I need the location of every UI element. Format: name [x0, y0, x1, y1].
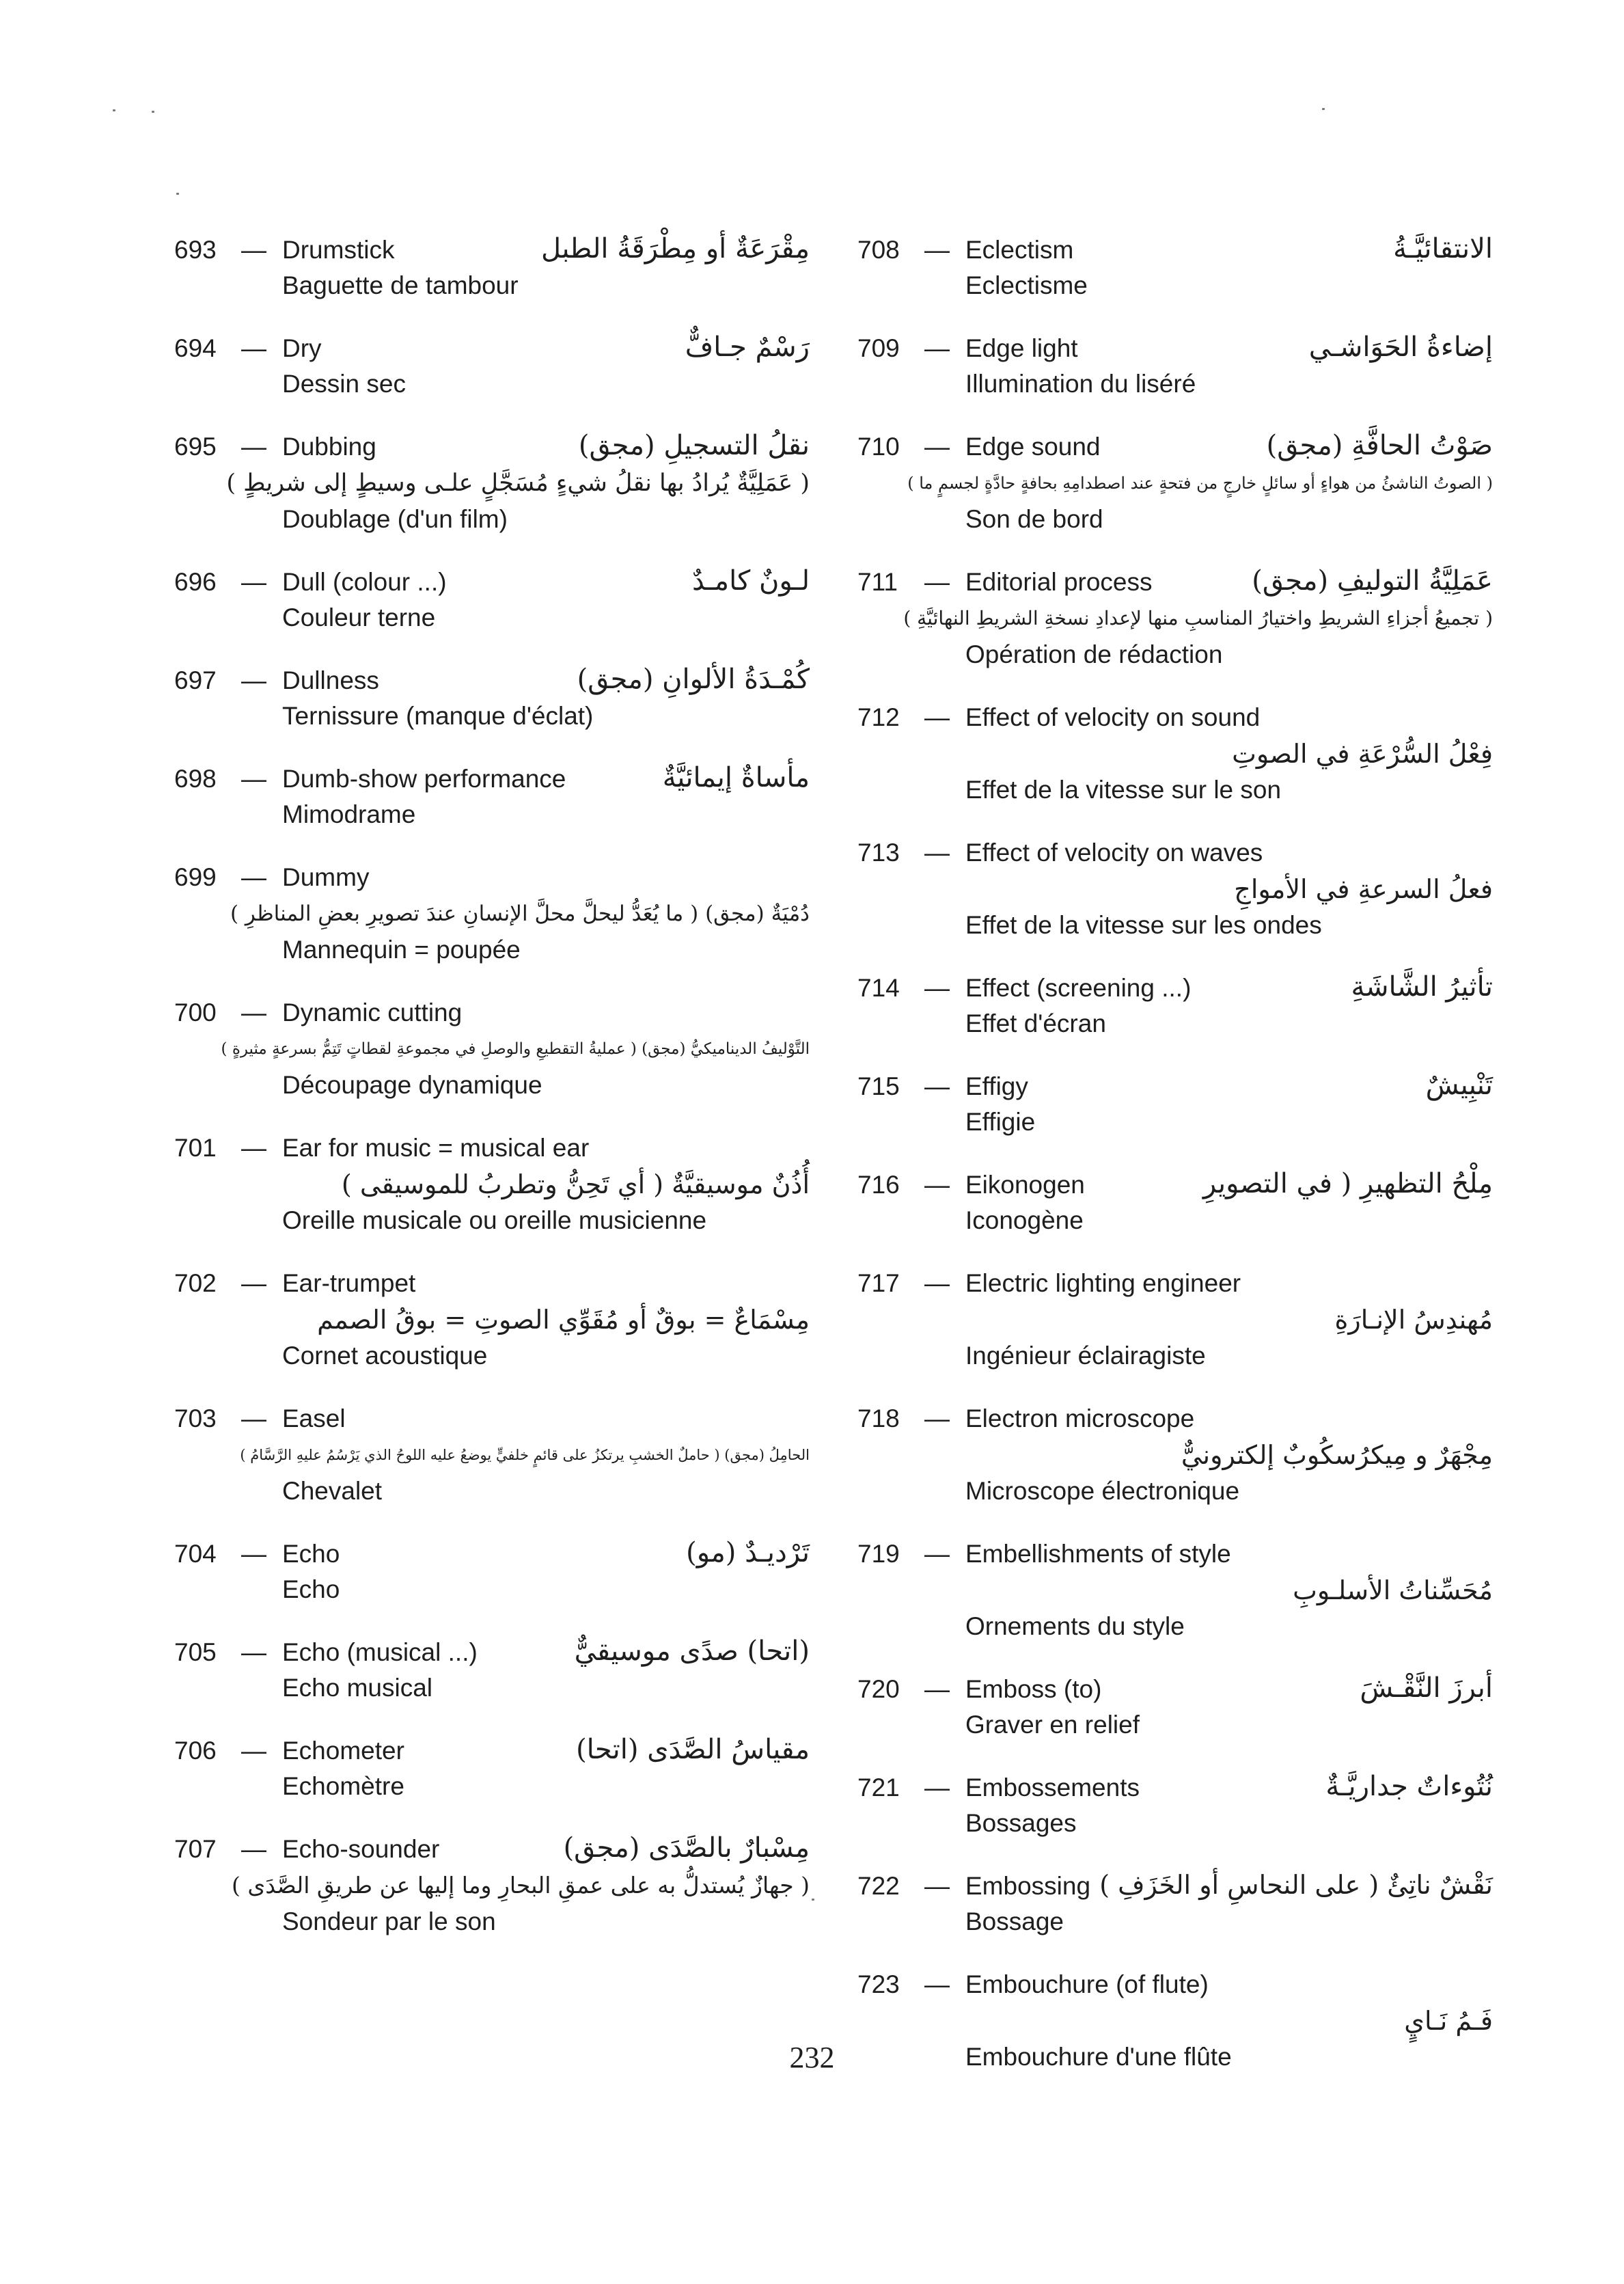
english-term: Effect of velocity on waves	[965, 839, 1263, 867]
french-term: Iconogène	[965, 1206, 1084, 1234]
french-term: Son de bord	[965, 505, 1103, 533]
dictionary-entry	[174, 860, 810, 968]
english-term: Dummy	[282, 863, 370, 891]
arabic-term: نقلُ التسجيلِ (مجق)	[578, 430, 810, 461]
entry-number: 698	[174, 765, 217, 793]
arabic-definition: فِعْلُ السُّرْعَةِ في الصوتِ	[1232, 739, 1493, 769]
entry-number: 703	[174, 1404, 217, 1432]
entry-head	[174, 1733, 810, 1769]
english-term: Easel	[282, 1404, 346, 1432]
english-term: Eikonogen	[965, 1171, 1085, 1199]
entry-number: 696	[174, 568, 217, 596]
entry-head	[174, 761, 810, 797]
entry-number: 720	[857, 1675, 900, 1703]
english-term: Embossements	[965, 1773, 1140, 1802]
french-term: Eclectisme	[965, 271, 1088, 299]
arabic-term: مقياسُ الصَّدَى (اتحا)	[576, 1734, 810, 1765]
entry-head	[174, 565, 810, 600]
arabic-term: مأساةٌ إيمائيَّةٌ	[662, 762, 810, 793]
english-term: Edge light	[965, 334, 1078, 362]
entry-head	[174, 663, 810, 698]
french-term: Cornet acoustique	[282, 1342, 488, 1370]
dictionary-entry	[857, 232, 1493, 303]
entry-dash: —	[241, 236, 266, 264]
entry-head	[174, 995, 810, 1031]
entry-head	[857, 232, 1493, 268]
english-term: Eclectism	[965, 236, 1074, 264]
entry-head	[174, 429, 810, 465]
dictionary-entry	[857, 1167, 1493, 1238]
english-term: Effect (screening ...)	[965, 974, 1192, 1002]
right-column	[857, 232, 1493, 2102]
dictionary-entry	[857, 1868, 1493, 1940]
entry-head	[857, 1770, 1493, 1806]
dictionary-entry	[174, 663, 810, 734]
arabic-definition: الحامِلُ (مجق) ( حاملٌ الخشبِ يرتكزُ على قائمٍ خلفيٍّ يوضعُ عليه اللوحُ الذي يَرْسُمُ عليهِ الرَّسَّامُ )	[240, 1447, 810, 1463]
entry-number: 699	[174, 863, 217, 891]
entry-dash: —	[924, 1171, 950, 1199]
entry-head	[174, 1266, 810, 1301]
english-term: Embellishments of style	[965, 1540, 1231, 1568]
french-term: Graver en relief	[965, 1711, 1140, 1739]
entry-number: 705	[174, 1638, 217, 1666]
dictionary-entry	[174, 565, 810, 636]
entry-number: 693	[174, 236, 217, 264]
entry-dash: —	[241, 1835, 266, 1863]
dictionary-entry	[857, 1536, 1493, 1644]
entry-head	[857, 565, 1493, 600]
entry-number: 706	[174, 1737, 217, 1765]
arabic-term: مِسْبارٌ بالصَّدَى (مجق)	[563, 1832, 810, 1864]
dictionary-entry	[174, 1536, 810, 1607]
english-term: Echo	[282, 1540, 340, 1568]
entry-dash: —	[241, 334, 266, 362]
english-term: Effigy	[965, 1072, 1028, 1100]
french-term: Effet de la vitesse sur les ondes	[965, 911, 1322, 939]
arabic-term: لـونٌ كامـدٌ	[691, 565, 810, 597]
entry-number: 713	[857, 839, 900, 867]
entry-dash: —	[241, 1737, 266, 1765]
left-column	[174, 232, 810, 1967]
arabic-term: صَوْتُ الحافَّةِ (مجق)	[1266, 430, 1493, 461]
entry-dash: —	[924, 334, 950, 362]
entry-dash: —	[241, 568, 266, 596]
dictionary-entry	[174, 761, 810, 832]
entry-dash: —	[924, 236, 950, 264]
arabic-definition: ( جهازٌ يُستدلُّ به على عمقِ البحارِ وما إليها عن طريقِ الصَّدَى )	[232, 1872, 810, 1899]
entry-head	[857, 835, 1493, 871]
english-term: Echo (musical ...)	[282, 1638, 478, 1666]
english-term: Ear-trumpet	[282, 1269, 416, 1297]
dictionary-entry	[857, 1672, 1493, 1743]
english-term: Echo-sounder	[282, 1835, 440, 1863]
scan-speck	[1322, 108, 1325, 110]
entry-head	[174, 1401, 810, 1437]
dictionary-entry	[174, 1832, 810, 1940]
entry-head	[857, 1868, 1493, 1904]
scan-speck	[176, 193, 179, 195]
dictionary-entry	[857, 1401, 1493, 1509]
entry-number: 714	[857, 974, 900, 1002]
english-term: Embossing	[965, 1872, 1091, 1900]
dictionary-entry	[174, 429, 810, 537]
arabic-definition: فَـمُ نَـايٍ	[1404, 2006, 1493, 2036]
arabic-term: عَمَلِيَّةُ التوليفِ (مجق)	[1252, 565, 1493, 597]
english-term: Emboss (to)	[965, 1675, 1102, 1703]
arabic-term: نُتُوءاتٌ جداريَّـةٌ	[1325, 1771, 1493, 1802]
entry-head	[857, 1401, 1493, 1437]
french-term: Embouchure d'une flûte	[965, 2043, 1232, 2071]
french-term: Ingénieur éclairagiste	[965, 1342, 1206, 1370]
entry-dash: —	[241, 1134, 266, 1162]
entry-number: 695	[174, 433, 217, 461]
arabic-definition: مُحَسِّناتُ الأسلـوبِ	[1293, 1575, 1493, 1605]
arabic-definition: أُذُنٌ موسيقيَّةٌ ( أي تَحِنُّ وتطربُ للموسيقى )	[341, 1169, 810, 1199]
french-term: Ornements du style	[965, 1612, 1185, 1640]
dictionary-entry	[174, 232, 810, 303]
dictionary-entry	[857, 1069, 1493, 1140]
entry-dash: —	[241, 1269, 266, 1297]
entry-dash: —	[241, 863, 266, 891]
dictionary-entry	[174, 331, 810, 402]
entry-number: 697	[174, 666, 217, 694]
english-term: Effect of velocity on sound	[965, 703, 1261, 731]
french-term: Bossages	[965, 1809, 1077, 1837]
dictionary-entry	[857, 331, 1493, 402]
dictionary-entry	[857, 565, 1493, 672]
french-term: Couleur terne	[282, 603, 436, 631]
entry-dash: —	[924, 1404, 950, 1432]
dictionary-entry	[174, 995, 810, 1103]
arabic-term: أبرزَ النَّقْـشَ	[1360, 1672, 1493, 1704]
entry-head	[857, 331, 1493, 366]
entry-dash: —	[241, 1404, 266, 1432]
entry-dash: —	[241, 998, 266, 1027]
entry-number: 700	[174, 998, 217, 1027]
french-term: Mannequin = poupée	[282, 936, 521, 964]
entry-number: 723	[857, 1970, 900, 1998]
dictionary-entry	[174, 1401, 810, 1509]
english-term: Dry	[282, 334, 322, 362]
entry-head	[174, 331, 810, 366]
entry-number: 701	[174, 1134, 217, 1162]
entry-dash: —	[924, 433, 950, 461]
entry-head	[174, 860, 810, 895]
entry-head	[857, 700, 1493, 735]
entry-number: 712	[857, 703, 900, 731]
french-term: Oreille musicale ou oreille musicienne	[282, 1206, 707, 1234]
entry-number: 709	[857, 334, 900, 362]
arabic-term: إضاءةُ الحَوَاشـي	[1308, 331, 1493, 363]
entry-head	[857, 970, 1493, 1006]
english-term: Dull (colour ...)	[282, 568, 447, 596]
entry-dash: —	[924, 839, 950, 867]
entry-dash: —	[924, 1773, 950, 1802]
french-term: Echomètre	[282, 1772, 404, 1800]
entry-head	[857, 1967, 1493, 2002]
scan-speck	[152, 111, 154, 113]
entry-dash: —	[241, 433, 266, 461]
dictionary-entry	[857, 700, 1493, 808]
dictionary-entry	[857, 835, 1493, 943]
entry-head	[174, 1832, 810, 1867]
entry-dash: —	[924, 1540, 950, 1568]
entry-head	[857, 1167, 1493, 1203]
dictionary-entry	[857, 1770, 1493, 1841]
french-term: Echo	[282, 1575, 340, 1603]
dictionary-entry	[174, 1733, 810, 1804]
arabic-term: (اتحا) صدًى موسيقيٌّ	[574, 1635, 810, 1667]
arabic-term: نَقْشٌ ناتِئٌ ( على النحاسِ أو الخَزَفِ )	[1099, 1870, 1493, 1900]
entry-head	[174, 1130, 810, 1166]
entry-number: 719	[857, 1540, 900, 1568]
entry-number: 702	[174, 1269, 217, 1297]
english-term: Editorial process	[965, 568, 1153, 596]
arabic-term: كُمْـدَةُ الألوانِ (مجق)	[577, 664, 810, 695]
entry-dash: —	[924, 568, 950, 596]
french-term: Microscope électronique	[965, 1477, 1240, 1505]
french-term: Baguette de tambour	[282, 271, 519, 299]
entry-number: 694	[174, 334, 217, 362]
arabic-definition: دُمْيَةٌ (مجق) ( ما يُعَدُّ ليحلَّ محلَّ الإنسانِ عندَ تصويرِ بعضِ المناظرِ )	[230, 901, 810, 926]
entry-dash: —	[241, 666, 266, 694]
french-term: Chevalet	[282, 1477, 383, 1505]
entry-dash: —	[924, 1872, 950, 1900]
entry-number: 711	[857, 568, 898, 596]
arabic-definition: مُهندِسُ الإنـارَةِ	[1334, 1305, 1493, 1335]
arabic-term: الانتقائيَّـةُ	[1393, 233, 1493, 264]
entry-number: 716	[857, 1171, 900, 1199]
arabic-term: مِقْرَعَةٌ أو مِطْرَقَةُ الطبل	[541, 233, 810, 264]
arabic-term: تَنْبِيشٌ	[1425, 1070, 1493, 1101]
entry-dash: —	[924, 974, 950, 1002]
entry-dash: —	[924, 1072, 950, 1100]
entry-head	[174, 232, 810, 268]
arabic-term: رَسْمٌ جـافٌّ	[685, 331, 810, 363]
arabic-definition: ( عَمَلِيَّةٌ يُرادُ بها نقلُ شيءٍ مُسَجَّلٍ علـى وسيطٍ إلى شريطٍ )	[226, 470, 810, 497]
dictionary-entry	[857, 1266, 1493, 1374]
french-term: Découpage dynamique	[282, 1071, 542, 1099]
english-term: Drumstick	[282, 236, 395, 264]
french-term: Opération de rédaction	[965, 640, 1223, 668]
entry-dash: —	[924, 703, 950, 731]
entry-number: 718	[857, 1404, 900, 1432]
entry-head	[857, 1672, 1493, 1707]
english-term: Dubbing	[282, 433, 376, 461]
french-term: Effet de la vitesse sur le son	[965, 776, 1282, 804]
arabic-term: تأثيرُ الشَّاشَةِ	[1351, 971, 1493, 1003]
arabic-definition: ( الصوتُ الناشئُ من هواءٍ أو سائلٍ خارجٍ من فتحةٍ عند اصطدامِهِ بحافةٍ حادَّةٍ لجسمٍ ما )	[907, 474, 1493, 493]
entry-dash: —	[241, 765, 266, 793]
english-term: Electron microscope	[965, 1404, 1195, 1432]
entry-number: 717	[857, 1269, 900, 1297]
scan-speck	[113, 109, 115, 111]
french-term: Doublage (d'un film)	[282, 505, 508, 533]
arabic-definition: مِجْهَرٌ و مِيكرُسكُوبٌ إلكترونيٌّ	[1181, 1440, 1493, 1470]
english-term: Dynamic cutting	[282, 998, 463, 1027]
arabic-definition: فعلُ السرعةِ في الأمواجِ	[1234, 874, 1493, 904]
french-term: Sondeur par le son	[282, 1907, 496, 1935]
arabic-term: تَرْديـدٌ (مو)	[686, 1537, 810, 1568]
entry-number: 722	[857, 1872, 900, 1900]
french-term: Illumination du liséré	[965, 370, 1196, 398]
entry-number: 704	[174, 1540, 217, 1568]
dictionary-entry	[174, 1130, 810, 1238]
dictionary-entry	[174, 1635, 810, 1706]
dictionary-entry	[174, 1266, 810, 1374]
entry-number: 715	[857, 1072, 900, 1100]
entry-dash: —	[924, 1675, 950, 1703]
french-term: Echo musical	[282, 1674, 433, 1702]
entry-head	[857, 1536, 1493, 1572]
entry-dash: —	[924, 1970, 950, 1998]
entry-number: 707	[174, 1835, 217, 1863]
dictionary-entry	[857, 429, 1493, 537]
english-term: Edge sound	[965, 433, 1101, 461]
entry-head	[174, 1536, 810, 1572]
entry-dash: —	[241, 1638, 266, 1666]
english-term: Electric lighting engineer	[965, 1269, 1241, 1297]
arabic-term: مِلْحُ التظهيرِ ( في التصويرِ	[1202, 1168, 1493, 1199]
entry-number: 708	[857, 236, 900, 264]
english-term: Dullness	[282, 666, 379, 694]
entry-number: 710	[857, 433, 900, 461]
english-term: Ear for music = musical ear	[282, 1134, 590, 1162]
french-term: Effigie	[965, 1108, 1036, 1136]
french-term: Mimodrame	[282, 800, 416, 828]
english-term: Echometer	[282, 1737, 404, 1765]
english-term: Embouchure (of flute)	[965, 1970, 1209, 1998]
entry-number: 721	[857, 1773, 900, 1802]
entry-head	[174, 1635, 810, 1670]
arabic-definition: التَّوْليفُ الديناميكيُّ (مجق) ( عمليةُ التقطيعِ والوصلِ في مجموعةِ لقطاتٍ تَتِمُّ بسرعةٍ مثيرةٍ )	[221, 1040, 810, 1058]
french-term: Ternissure (manque d'éclat)	[282, 702, 594, 730]
arabic-definition: ( تجميعُ أجزاءِ الشريطِ واختيارُ المناسبِ منها لإعدادِ نسخةِ الشريطِ النهائيَّةِ )	[903, 607, 1493, 629]
french-term: Dessin sec	[282, 370, 406, 398]
entry-head	[857, 1266, 1493, 1301]
english-term: Dumb-show performance	[282, 765, 566, 793]
entry-head	[857, 1069, 1493, 1104]
entry-head	[857, 429, 1493, 465]
french-term: Effet d'écran	[965, 1009, 1106, 1037]
page-number: 232	[789, 2041, 835, 2074]
french-term: Bossage	[965, 1907, 1064, 1935]
entry-dash: —	[924, 1269, 950, 1297]
entry-dash: —	[241, 1540, 266, 1568]
arabic-definition: مِسْمَاعٌ = بوقٌ أو مُقَوِّي الصوتِ = بوقُ الصمم	[317, 1305, 810, 1335]
scan-speck	[812, 1899, 814, 1901]
dictionary-entry	[857, 970, 1493, 1042]
